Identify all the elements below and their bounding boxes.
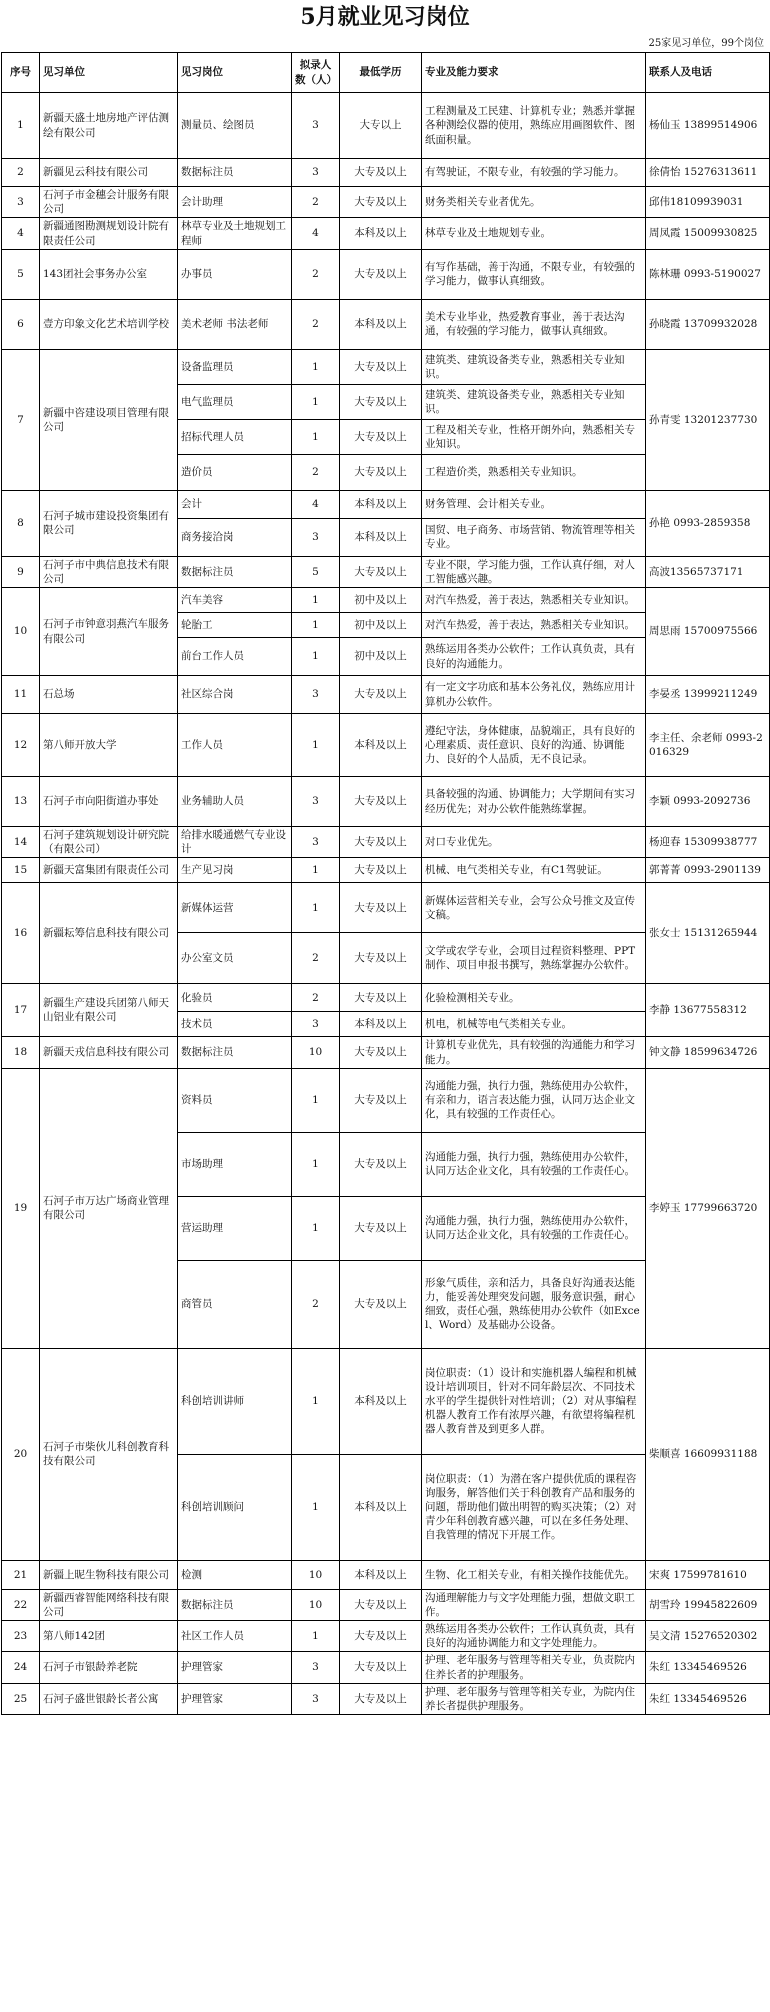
contact-info: 郭菁菁 0993-2901139 [646,858,770,883]
min-education: 大专及以上 [340,454,422,490]
requirements: 岗位职责：（1）设计和实施机器人编程和机械设计培训项目，针对不同年龄层次、不同技术水平的学生提供针对性培训；（2）对从事编程机器人教育工作有浓厚兴趣，有欲望将编程机器人教育普及到更多人群。 [422,1348,646,1454]
hire-count: 1 [292,1068,340,1132]
contact-info: 孙艳 0993-2859358 [646,490,770,556]
unit-name: 143团社会事务办公室 [40,249,178,299]
header-position: 见习岗位 [178,53,292,93]
requirements: 财务类相关专业者优先。 [422,187,646,218]
position-name: 数据标注员 [178,1037,292,1068]
header-count: 拟录人数（人） [292,53,340,93]
table-row [2,588,770,613]
position-name: 招标代理人员 [178,419,292,454]
min-education: 大专及以上 [340,1260,422,1348]
table-row [2,1348,770,1454]
unit-name: 石河子市万达广场商业管理有限公司 [40,1068,178,1348]
requirements: 有一定文字功底和基本公务礼仪，熟练应用计算机办公软件。 [422,676,646,714]
position-name: 会计助理 [178,187,292,218]
contact-info: 钟文静 18599634726 [646,1037,770,1068]
min-education: 本科及以上 [340,1012,422,1037]
table-header-row [2,53,770,93]
requirements: 岗位职责：（1）为潜在客户提供优质的课程咨询服务，解答他们关于科创教育产品和服务的问题，帮助他们做出明智的购买决策；（2）对青少年科创教育感兴趣，可以在多任务处理、自我管理的情况下开展工作。 [422,1454,646,1560]
position-name: 技术员 [178,1012,292,1037]
hire-count: 1 [292,419,340,454]
table-body [2,93,770,1715]
hire-count: 1 [292,858,340,883]
table-row [2,883,770,933]
unit-name: 石河子市向阳街道办事处 [40,777,178,827]
contact-info: 吴文清 15276520302 [646,1621,770,1652]
contact-info: 李婷玉 17799663720 [646,1068,770,1348]
min-education: 大专及以上 [340,858,422,883]
unit-name: 石河子市中典信息技术有限公司 [40,556,178,587]
requirements: 机电，机械等电气类相关专业。 [422,1012,646,1037]
hire-count: 4 [292,490,340,518]
position-name: 美术老师 书法老师 [178,299,292,349]
position-name: 汽车美容 [178,588,292,613]
min-education: 本科及以上 [340,1560,422,1589]
header-no: 序号 [2,53,40,93]
min-education: 大专及以上 [340,676,422,714]
contact-info: 杨仙玉 13899514906 [646,93,770,159]
row-number: 3 [2,187,40,218]
hire-count: 10 [292,1589,340,1620]
unit-name: 石河子市钟意羽燕汽车服务有限公司 [40,588,178,676]
unit-name: 新疆西睿智能网络科技有限公司 [40,1589,178,1620]
requirements: 工程测量及工民建、计算机专业；熟悉并掌握各种测绘仪器的使用，熟练应用画图软件、图纸面积量。 [422,93,646,159]
hire-count: 1 [292,349,340,384]
hire-count: 1 [292,1621,340,1652]
hire-count: 1 [292,638,340,676]
requirements: 工程及相关专业，性格开朗外向，熟悉相关专业知识。 [422,419,646,454]
hire-count: 2 [292,299,340,349]
row-number: 22 [2,1589,40,1620]
hire-count: 1 [292,714,340,777]
position-name: 社区工作人员 [178,1621,292,1652]
hire-count: 1 [292,588,340,613]
min-education: 大专及以上 [340,1196,422,1260]
min-education: 大专及以上 [340,187,422,218]
unit-name: 新疆上昵生物科技有限公司 [40,1560,178,1589]
row-number: 25 [2,1683,40,1714]
position-name: 营运助理 [178,1196,292,1260]
requirements: 专业不限，学习能力强，工作认真仔细，对人工智能感兴趣。 [422,556,646,587]
min-education: 大专及以上 [340,777,422,827]
min-education: 大专以上 [340,93,422,159]
row-number: 16 [2,883,40,984]
position-name: 会计 [178,490,292,518]
min-education: 本科及以上 [340,714,422,777]
hire-count: 1 [292,613,340,638]
min-education: 本科及以上 [340,1348,422,1454]
position-name: 林草专业及土地规划工程师 [178,218,292,249]
requirements: 财务管理、会计相关专业。 [422,490,646,518]
position-name: 资料员 [178,1068,292,1132]
hire-count: 1 [292,883,340,933]
unit-name: 新疆通图勘测规划设计院有限责任公司 [40,218,178,249]
requirements: 机械、电气类相关专业，有C1驾驶证。 [422,858,646,883]
hire-count: 2 [292,984,340,1012]
requirements: 有写作基础，善于沟通，不限专业，有较强的学习能力，做事认真细致。 [422,249,646,299]
row-number: 9 [2,556,40,587]
min-education: 初中及以上 [340,638,422,676]
hire-count: 3 [292,518,340,556]
contact-info: 朱红 13345469526 [646,1652,770,1683]
min-education: 大专及以上 [340,1589,422,1620]
contact-info: 李主任、余老师 0993-2016329 [646,714,770,777]
contact-info: 李颖 0993-2092736 [646,777,770,827]
requirements: 化验检测相关专业。 [422,984,646,1012]
position-name: 前台工作人员 [178,638,292,676]
min-education: 大专及以上 [340,1132,422,1196]
table-row [2,93,770,159]
row-number: 6 [2,299,40,349]
contact-info: 陈林珊 0993-5190027 [646,249,770,299]
min-education: 本科及以上 [340,518,422,556]
min-education: 大专及以上 [340,384,422,419]
min-education: 大专及以上 [340,1068,422,1132]
unit-name: 新疆天盛土地房地产评估测绘有限公司 [40,93,178,159]
position-name: 办公室文员 [178,933,292,984]
unit-name: 新疆耘筹信息科技有限公司 [40,883,178,984]
hire-count: 3 [292,777,340,827]
hire-count: 1 [292,1196,340,1260]
hire-count: 3 [292,1652,340,1683]
min-education: 初中及以上 [340,588,422,613]
position-name: 新媒体运营 [178,883,292,933]
row-number: 19 [2,1068,40,1348]
unit-name: 第八师开放大学 [40,714,178,777]
position-name: 电气监理员 [178,384,292,419]
position-name: 数据标注员 [178,159,292,187]
table-row [2,1621,770,1652]
min-education: 大专及以上 [340,249,422,299]
requirements: 对汽车热爱，善于表达，熟悉相关专业知识。 [422,613,646,638]
table-row [2,676,770,714]
hire-count: 3 [292,93,340,159]
requirements: 对汽车热爱，善于表达，熟悉相关专业知识。 [422,588,646,613]
row-number: 1 [2,93,40,159]
contact-info: 宋爽 17599781610 [646,1560,770,1589]
hire-count: 2 [292,933,340,984]
table-row [2,1037,770,1068]
contact-info: 李静 13677558312 [646,984,770,1037]
position-name: 护理管家 [178,1652,292,1683]
table-row [2,187,770,218]
unit-name: 新疆中咨建设项目管理有限公司 [40,349,178,490]
requirements: 林草专业及土地规划专业。 [422,218,646,249]
unit-name: 石河子市柴伙儿科创教育科技有限公司 [40,1348,178,1560]
unit-name: 新疆天富集团有限责任公司 [40,858,178,883]
requirements: 熟练运用各类办公软件；工作认真负责，具有良好的沟通能力。 [422,638,646,676]
min-education: 大专及以上 [340,159,422,187]
position-name: 市场助理 [178,1132,292,1196]
contact-info: 邱伟18109939031 [646,187,770,218]
table-row [2,858,770,883]
position-name: 业务辅助人员 [178,777,292,827]
row-number: 11 [2,676,40,714]
requirements: 沟通能力强，执行力强，熟练使用办公软件，认同万达企业文化，具有较强的工作责任心。 [422,1132,646,1196]
min-education: 大专及以上 [340,556,422,587]
contact-info: 柴顺喜 16609931188 [646,1348,770,1560]
hire-count: 2 [292,1260,340,1348]
unit-name: 石总场 [40,676,178,714]
hire-count: 3 [292,1012,340,1037]
position-name: 商管员 [178,1260,292,1348]
hire-count: 10 [292,1560,340,1589]
requirements: 建筑类、建筑设备类专业，熟悉相关专业知识。 [422,384,646,419]
hire-count: 1 [292,1132,340,1196]
table-row [2,159,770,187]
row-number: 15 [2,858,40,883]
requirements: 国贸、电子商务、市场营销、物流管理等相关专业。 [422,518,646,556]
contact-info: 孙晓霞 13709932028 [646,299,770,349]
position-name: 检测 [178,1560,292,1589]
row-number: 5 [2,249,40,299]
requirements: 生物、化工相关专业，有相关操作技能优先。 [422,1560,646,1589]
position-name: 社区综合岗 [178,676,292,714]
header-education: 最低学历 [340,53,422,93]
requirements: 熟练运用各类办公软件；工作认真负责，具有良好的沟通协调能力和文字处理能力。 [422,1621,646,1652]
contact-info: 徐倩怡 15276313611 [646,159,770,187]
requirements: 工程造价类，熟悉相关专业知识。 [422,454,646,490]
row-number: 18 [2,1037,40,1068]
contact-info: 高波13565737171 [646,556,770,587]
hire-count: 2 [292,454,340,490]
row-number: 14 [2,827,40,858]
contact-info: 周思雨 15700975566 [646,588,770,676]
position-name: 护理管家 [178,1683,292,1714]
position-name: 测量员、绘图员 [178,93,292,159]
table-row [2,827,770,858]
min-education: 本科及以上 [340,299,422,349]
requirements: 美术专业毕业，热爱教育事业，善于表达沟通，有较强的学习能力，做事认真细致。 [422,299,646,349]
min-education: 大专及以上 [340,349,422,384]
table-row [2,490,770,518]
hire-count: 4 [292,218,340,249]
requirements: 沟通理解能力与文字处理能力强，想做文职工作。 [422,1589,646,1620]
hire-count: 3 [292,1683,340,1714]
hire-count: 3 [292,676,340,714]
table-row [2,249,770,299]
row-number: 12 [2,714,40,777]
position-name: 科创培训顾问 [178,1454,292,1560]
position-name: 商务接洽岗 [178,518,292,556]
requirements: 计算机专业优先，具有较强的沟通能力和学习能力。 [422,1037,646,1068]
contact-info: 胡雪玲 19945822609 [646,1589,770,1620]
unit-name: 石河子市金穗会计服务有限公司 [40,187,178,218]
contact-info: 张女士 15131265944 [646,883,770,984]
unit-name: 石河子盛世银龄长者公寓 [40,1683,178,1714]
table-row [2,777,770,827]
requirements: 新媒体运营相关专业，会写公众号推文及宣传文稿。 [422,883,646,933]
min-education: 大专及以上 [340,984,422,1012]
unit-name: 石河子市银龄养老院 [40,1652,178,1683]
row-number: 2 [2,159,40,187]
header-unit: 见习单位 [40,53,178,93]
unit-name: 新疆生产建设兵团第八师天山铝业有限公司 [40,984,178,1037]
requirements: 护理、老年服务与管理等相关专业，为院内住养长者提供护理服务。 [422,1683,646,1714]
table-row [2,556,770,587]
table-row [2,1652,770,1683]
table-row [2,1560,770,1589]
min-education: 大专及以上 [340,1683,422,1714]
min-education: 大专及以上 [340,1037,422,1068]
row-number: 24 [2,1652,40,1683]
contact-info: 周凤霞 15009930825 [646,218,770,249]
unit-name: 壹方印象文化艺术培训学校 [40,299,178,349]
table-row [2,1068,770,1132]
min-education: 本科及以上 [340,1454,422,1560]
position-name: 化验员 [178,984,292,1012]
row-number: 13 [2,777,40,827]
requirements: 建筑类、建筑设备类专业，熟悉相关专业知识。 [422,349,646,384]
position-name: 数据标注员 [178,1589,292,1620]
position-name: 科创培训讲师 [178,1348,292,1454]
requirements: 文学或农学专业，会项目过程资料整理、PPT制作、项目申报书撰写，熟练掌握办公软件。 [422,933,646,984]
unit-name: 新疆天戎信息科技有限公司 [40,1037,178,1068]
position-name: 给排水暖通燃气专业设计 [178,827,292,858]
table-row [2,299,770,349]
min-education: 大专及以上 [340,1652,422,1683]
requirements: 沟通能力强，执行力强，熟练使用办公软件，认同万达企业文化，具有较强的工作责任心。 [422,1196,646,1260]
min-education: 大专及以上 [340,419,422,454]
table-row [2,984,770,1012]
min-education: 本科及以上 [340,218,422,249]
table-row [2,1683,770,1714]
hire-count: 1 [292,1454,340,1560]
hire-count: 1 [292,384,340,419]
unit-name: 新疆见云科技有限公司 [40,159,178,187]
min-education: 大专及以上 [340,1621,422,1652]
hire-count: 10 [292,1037,340,1068]
requirements: 具备较强的沟通、协调能力；大学期间有实习经历优先；对办公软件能熟练掌握。 [422,777,646,827]
unit-name: 石河子城市建设投资集团有限公司 [40,490,178,556]
contact-info: 孙青雯 13201237730 [646,349,770,490]
row-number: 17 [2,984,40,1037]
hire-count: 3 [292,159,340,187]
header-requirements: 专业及能力要求 [422,53,646,93]
table-row [2,1589,770,1620]
min-education: 初中及以上 [340,613,422,638]
position-name: 数据标注员 [178,556,292,587]
hire-count: 2 [292,249,340,299]
requirements: 有驾驶证，不限专业，有较强的学习能力。 [422,159,646,187]
requirements: 形象气质佳，亲和活力，具备良好沟通表达能力，能妥善处理突发问题，服务意识强，耐心细致，责任心强，熟练使用办公软件（如Excel、Word）及基础办公设备。 [422,1260,646,1348]
hire-count: 2 [292,187,340,218]
contact-info: 朱红 13345469526 [646,1683,770,1714]
unit-name: 石河子建筑规划设计研究院（有限公司） [40,827,178,858]
page-title: 5月就业见习岗位 [300,4,470,30]
row-number: 23 [2,1621,40,1652]
hire-count: 3 [292,827,340,858]
hire-count: 5 [292,556,340,587]
hire-count: 1 [292,1348,340,1454]
position-name: 生产见习岗 [178,858,292,883]
row-number: 7 [2,349,40,490]
header-contact: 联系人及电话 [646,53,770,93]
position-name: 工作人员 [178,714,292,777]
min-education: 大专及以上 [340,827,422,858]
table-row [2,714,770,777]
requirements: 遵纪守法，身体健康，品貌端正，具有良好的心理素质、责任意识、良好的沟通、协调能力、良好的个人品质，无不良记录。 [422,714,646,777]
row-number: 4 [2,218,40,249]
position-name: 办事员 [178,249,292,299]
row-number: 20 [2,1348,40,1560]
row-number: 8 [2,490,40,556]
table-row [2,349,770,384]
requirements: 护理、老年服务与管理等相关专业，负责院内住养长者的护理服务。 [422,1652,646,1683]
page-subtitle: 25家见习单位，99个岗位 [648,38,764,49]
internship-table [1,52,770,1715]
row-number: 10 [2,588,40,676]
min-education: 本科及以上 [340,490,422,518]
requirements: 对口专业优先。 [422,827,646,858]
unit-name: 第八师142团 [40,1621,178,1652]
table-row [2,218,770,249]
position-name: 造价员 [178,454,292,490]
min-education: 大专及以上 [340,883,422,933]
contact-info: 李晏丞 13999211249 [646,676,770,714]
position-name: 设备监理员 [178,349,292,384]
position-name: 轮胎工 [178,613,292,638]
contact-info: 杨迎春 15309938777 [646,827,770,858]
requirements: 沟通能力强，执行力强，熟练使用办公软件，有亲和力，语言表达能力强，认同万达企业文化，具有较强的工作责任心。 [422,1068,646,1132]
min-education: 大专及以上 [340,933,422,984]
row-number: 21 [2,1560,40,1589]
